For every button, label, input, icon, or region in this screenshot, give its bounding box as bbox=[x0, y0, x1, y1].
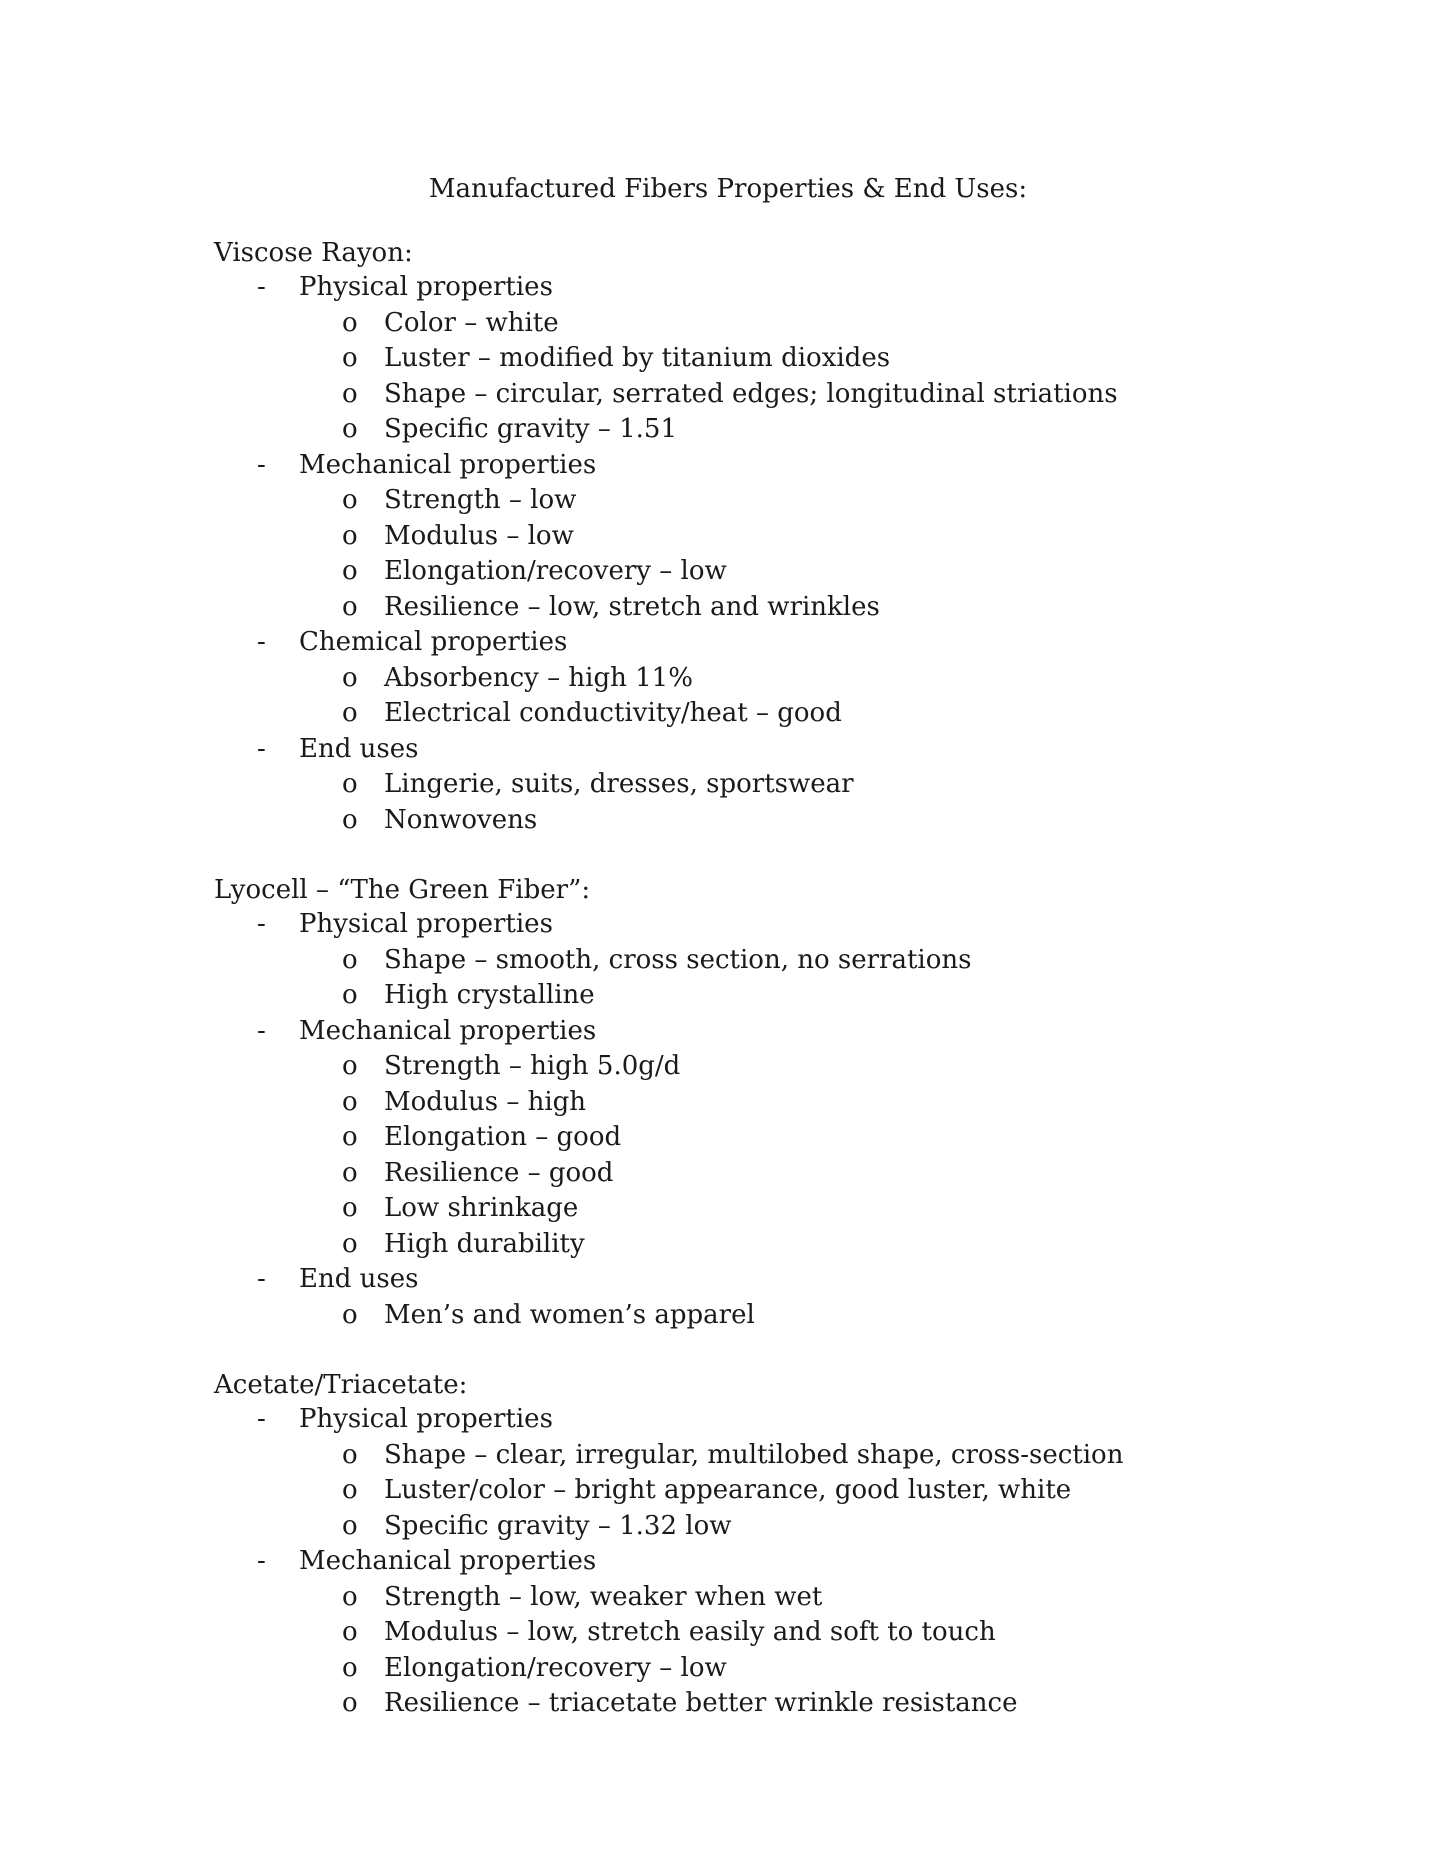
item-text: Lingerie, suits, dresses, sportswear bbox=[384, 769, 854, 799]
list-item bbox=[214, 1580, 1314, 1616]
bullet-marker: o bbox=[342, 1510, 358, 1541]
document-body bbox=[214, 236, 1314, 1757]
item-text: Resilience – good bbox=[384, 1157, 614, 1188]
list-item bbox=[214, 1191, 1314, 1227]
list-item bbox=[214, 1227, 1314, 1263]
item-text: Shape – clear, irregular, multilobed shape, cross-section bbox=[384, 1439, 1124, 1470]
list-item bbox=[214, 1298, 1314, 1334]
bullet-marker: o bbox=[342, 769, 358, 799]
property-group bbox=[214, 907, 1314, 943]
list-item bbox=[214, 1473, 1314, 1509]
dash-marker: - bbox=[257, 909, 266, 939]
property-group bbox=[214, 448, 1314, 484]
item-text: Elongation/recovery – low bbox=[384, 1652, 727, 1683]
item-text: Resilience – low, stretch and wrinkles bbox=[384, 591, 880, 622]
group-label: Mechanical properties bbox=[299, 1015, 597, 1046]
list-item bbox=[214, 978, 1314, 1014]
list-item bbox=[214, 306, 1314, 342]
item-text: Elongation – good bbox=[384, 1122, 622, 1152]
bullet-marker: o bbox=[342, 556, 358, 586]
bullet-marker: o bbox=[342, 1652, 358, 1683]
item-text: Nonwovens bbox=[384, 804, 538, 835]
bullet-marker: o bbox=[342, 1193, 358, 1223]
item-text: High crystalline bbox=[384, 980, 595, 1010]
group-label: Physical properties bbox=[299, 909, 553, 939]
bullet-marker: o bbox=[342, 1581, 358, 1612]
list-item bbox=[214, 341, 1314, 377]
bullet-marker: o bbox=[342, 1617, 358, 1647]
item-text: Men’s and women’s apparel bbox=[384, 1299, 755, 1330]
item-text: Electrical conductivity/heat – good bbox=[384, 698, 842, 728]
item-text: Luster/color – bright appearance, good luster, white bbox=[384, 1475, 1072, 1505]
item-text: Strength – high 5.0g/d bbox=[384, 1051, 681, 1081]
bullet-marker: o bbox=[342, 378, 358, 409]
list-item bbox=[214, 590, 1314, 626]
list-item bbox=[214, 519, 1314, 555]
bullet-marker: o bbox=[342, 1475, 358, 1505]
dash-marker: - bbox=[257, 1264, 266, 1294]
bullet-marker: o bbox=[342, 804, 358, 835]
dash-marker: - bbox=[257, 627, 266, 657]
item-text: Modulus – low, stretch easily and soft to touch bbox=[384, 1617, 996, 1647]
dash-marker: - bbox=[257, 1015, 266, 1046]
list-item bbox=[214, 1049, 1314, 1085]
dash-marker: - bbox=[257, 449, 266, 480]
property-group bbox=[214, 1402, 1314, 1438]
bullet-marker: o bbox=[342, 944, 358, 975]
property-group bbox=[214, 625, 1314, 661]
bullet-marker: o bbox=[342, 698, 358, 728]
item-text: Absorbency – high 11% bbox=[384, 662, 693, 693]
fiber-section bbox=[214, 1368, 1314, 1722]
item-text: Resilience – triacetate better wrinkle resistance bbox=[384, 1688, 1018, 1718]
item-text: Modulus – low bbox=[384, 520, 574, 551]
list-item bbox=[214, 1085, 1314, 1121]
page-title: Manufactured Fibers Properties & End Uses: bbox=[428, 174, 1028, 204]
item-text: High durability bbox=[384, 1228, 585, 1259]
bullet-marker: o bbox=[342, 980, 358, 1010]
list-item bbox=[214, 1120, 1314, 1156]
bullet-marker: o bbox=[342, 1157, 358, 1188]
group-label: Mechanical properties bbox=[299, 1546, 597, 1576]
list-item bbox=[214, 483, 1314, 519]
property-group bbox=[214, 1544, 1314, 1580]
group-label: Chemical properties bbox=[299, 627, 568, 657]
group-label: End uses bbox=[299, 1264, 419, 1294]
dash-marker: - bbox=[257, 272, 266, 302]
bullet-marker: o bbox=[342, 343, 358, 373]
list-item bbox=[214, 767, 1314, 803]
list-item bbox=[214, 696, 1314, 732]
property-group bbox=[214, 732, 1314, 768]
item-text: Modulus – high bbox=[384, 1086, 587, 1117]
list-item bbox=[214, 1651, 1314, 1687]
bullet-marker: o bbox=[342, 591, 358, 622]
group-label: Physical properties bbox=[299, 272, 553, 302]
section-heading: Viscose Rayon: bbox=[214, 238, 413, 268]
list-item bbox=[214, 943, 1314, 979]
property-group bbox=[214, 1262, 1314, 1298]
bullet-marker: o bbox=[342, 1688, 358, 1718]
bullet-marker: o bbox=[342, 1051, 358, 1081]
list-item bbox=[214, 661, 1314, 697]
list-item bbox=[214, 412, 1314, 448]
item-text: Elongation/recovery – low bbox=[384, 556, 727, 586]
item-text: Shape – circular, serrated edges; longitudinal striations bbox=[384, 378, 1118, 409]
bullet-marker: o bbox=[342, 485, 358, 515]
property-group bbox=[214, 270, 1314, 306]
item-text: Shape – smooth, cross section, no serrations bbox=[384, 944, 972, 975]
bullet-marker: o bbox=[342, 662, 358, 693]
list-item bbox=[214, 554, 1314, 590]
group-label: End uses bbox=[299, 733, 419, 764]
item-text: Strength – low, weaker when wet bbox=[384, 1581, 823, 1612]
list-item bbox=[214, 1686, 1314, 1722]
dash-marker: - bbox=[257, 1546, 266, 1576]
bullet-marker: o bbox=[342, 414, 358, 444]
list-item bbox=[214, 1615, 1314, 1651]
dash-marker: - bbox=[257, 733, 266, 764]
fiber-section bbox=[214, 236, 1314, 838]
bullet-marker: o bbox=[342, 1439, 358, 1470]
bullet-marker: o bbox=[342, 1122, 358, 1152]
section-heading: Lyocell – “The Green Fiber”: bbox=[214, 875, 591, 905]
list-item bbox=[214, 1509, 1314, 1545]
item-text: Specific gravity – 1.32 low bbox=[384, 1510, 732, 1541]
item-text: Specific gravity – 1.51 bbox=[384, 414, 678, 444]
item-text: Luster – modified by titanium dioxides bbox=[384, 343, 891, 373]
bullet-marker: o bbox=[342, 1228, 358, 1259]
list-item bbox=[214, 803, 1314, 839]
item-text: Strength – low bbox=[384, 485, 577, 515]
bullet-marker: o bbox=[342, 520, 358, 551]
list-item bbox=[214, 1156, 1314, 1192]
property-group bbox=[214, 1014, 1314, 1050]
bullet-marker: o bbox=[342, 307, 358, 338]
list-item bbox=[214, 377, 1314, 413]
section-heading: Acetate/Triacetate: bbox=[214, 1370, 468, 1400]
bullet-marker: o bbox=[342, 1299, 358, 1330]
group-label: Physical properties bbox=[299, 1404, 553, 1434]
item-text: Low shrinkage bbox=[384, 1193, 579, 1223]
item-text: Color – white bbox=[384, 307, 559, 338]
group-label: Mechanical properties bbox=[299, 449, 597, 480]
list-item bbox=[214, 1438, 1314, 1474]
bullet-marker: o bbox=[342, 1086, 358, 1117]
dash-marker: - bbox=[257, 1404, 266, 1434]
fiber-section bbox=[214, 873, 1314, 1333]
